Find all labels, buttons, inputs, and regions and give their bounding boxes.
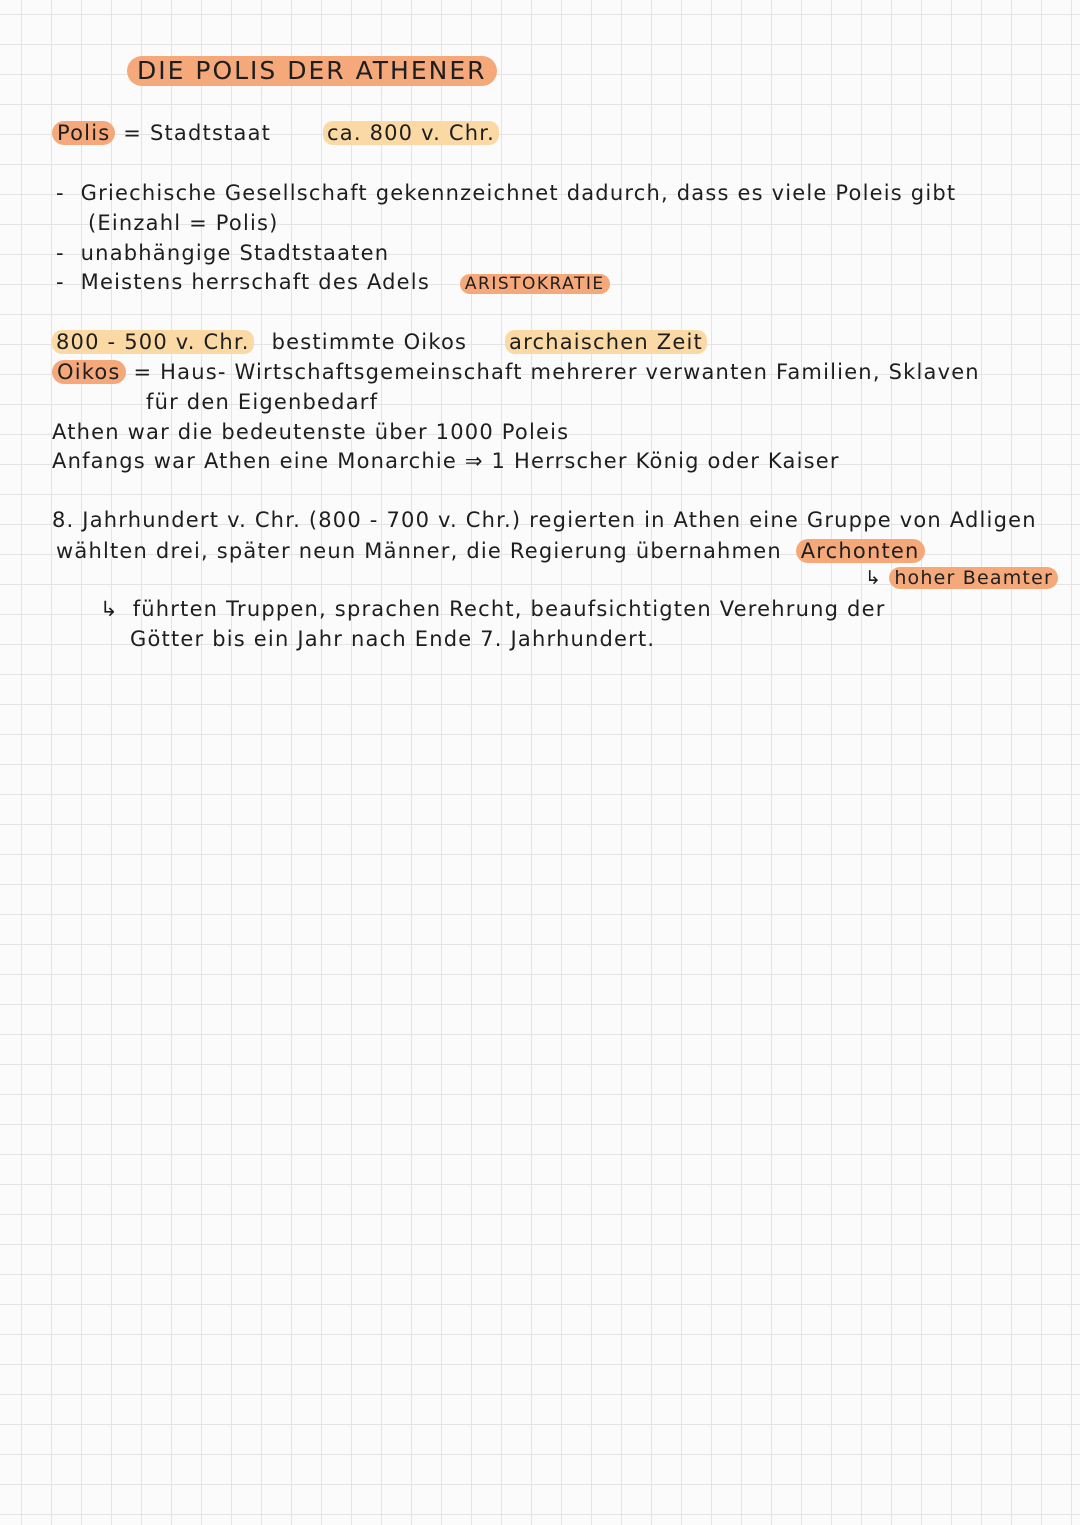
bullet-item	[56, 269, 610, 297]
oikos-meaning-cont: für den Eigenbedarf	[146, 390, 379, 414]
oikos-definition-continued	[146, 389, 378, 415]
polis-definition	[52, 120, 499, 146]
bullet-continuation	[88, 210, 279, 236]
archonten-text: wählten drei, später neun Männer, die Regierung übernahmen	[56, 539, 782, 563]
period-highlight: 800 - 500 v. Chr.	[52, 330, 254, 354]
bullet-text: Meistens herrschaft des Adels	[80, 270, 430, 294]
equals-sign: =	[133, 360, 153, 384]
oikos-term: Oikos	[52, 360, 126, 384]
bullet-text: (Einzahl = Polis)	[88, 211, 279, 235]
period-line	[52, 329, 707, 355]
oikos-meaning: Haus- Wirtschaftsgemeinschaft mehrerer verwanten Familien, Sklaven	[160, 360, 980, 384]
beamter-note	[865, 565, 1058, 591]
monarchy-line: Anfangs war Athen eine Monarchie ⇒ 1 Herrscher König oder Kaiser	[52, 449, 840, 473]
archonten-highlight: Archonten	[796, 539, 925, 563]
archonten-line	[56, 538, 925, 564]
bullet-dash: -	[56, 181, 65, 205]
polis-meaning: Stadtstaat	[149, 121, 272, 145]
bullet-dash: -	[56, 241, 65, 265]
equals-sign: =	[123, 121, 143, 145]
bullet-text: Griechische Gesellschaft gekennzeichnet dadurch, dass es viele Poleis gibt	[80, 181, 957, 205]
beamter-highlight: hoher Beamter	[889, 567, 1058, 589]
polis-date: ca. 800 v. Chr.	[323, 121, 499, 145]
arrow-icon: ↳	[864, 567, 883, 589]
bullet-item	[56, 180, 956, 206]
arrow-icon: ↳	[100, 597, 119, 621]
page-title: DIE POLIS DER ATHENER	[127, 56, 497, 86]
duties-text: führten Truppen, sprachen Recht, beaufsichtigten Verehrung der	[132, 597, 886, 621]
period-text: bestimmte Oikos	[271, 330, 468, 354]
oikos-definition	[52, 359, 980, 385]
bullet-item	[56, 240, 389, 266]
bullet-dash: -	[56, 270, 65, 294]
duties-line	[100, 596, 886, 622]
athen-line: Athen war die bedeutenste über 1000 Poleis	[52, 420, 570, 444]
era-highlight: archaischen Zeit	[505, 330, 707, 354]
aristokratie-tag: ARISTOKRATIE	[460, 274, 610, 294]
century-line: 8. Jahrhundert v. Chr. (800 - 700 v. Chr.) regierten in Athen eine Gruppe von Adligen	[52, 508, 1037, 532]
polis-term: Polis	[52, 121, 115, 145]
duties-continued: Götter bis ein Jahr nach Ende 7. Jahrhundert.	[130, 627, 656, 651]
bullet-text: unabhängige Stadtstaaten	[80, 241, 390, 265]
